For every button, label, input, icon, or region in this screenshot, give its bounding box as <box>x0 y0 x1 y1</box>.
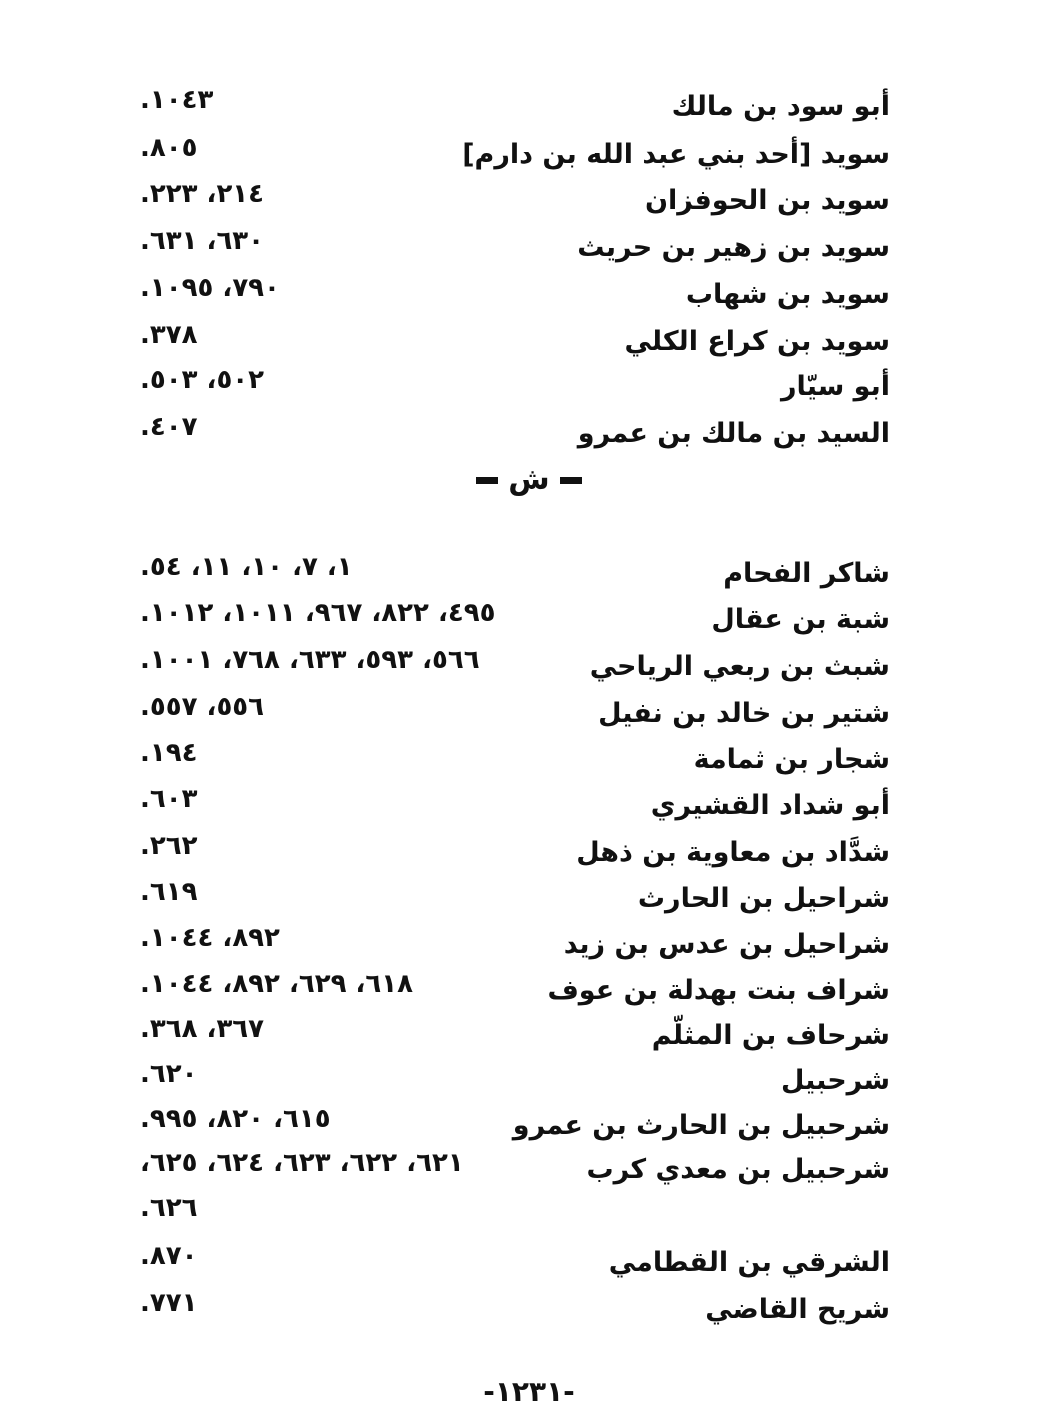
entry-pages: ١، ٧، ١٠، ١١، ٥٤. <box>140 552 353 582</box>
entry-name: شراحيل بن الحارث <box>637 883 890 914</box>
entry-pages: ٥٦٦، ٥٩٣، ٦٣٣، ٧٦٨، ١٠٠١. <box>140 645 480 675</box>
index-entry <box>140 644 890 690</box>
entry-pages: ٦١٥، ٨٢٠، ٩٩٥. <box>140 1104 331 1134</box>
index-entry <box>140 1240 890 1286</box>
index-entry <box>140 1103 890 1149</box>
entry-name: شجار بن ثمامة <box>693 744 890 775</box>
entry-pages: ٥٥٦، ٥٥٧. <box>140 692 265 722</box>
entry-pages: ٢٦٢. <box>140 831 198 861</box>
entry-pages: ٥٠٢، ٥٠٣. <box>140 365 265 395</box>
entry-name: أبو سيّار <box>781 371 890 402</box>
entry-name: شتير بن خالد بن نفيل <box>598 698 890 729</box>
entry-name: الشرقي بن القطامي <box>608 1247 890 1278</box>
entry-pages: ٨٠٥. <box>140 133 198 163</box>
entry-name: شدَّاد بن معاوية بن ذهل <box>576 837 890 868</box>
entry-name: شبة بن عقال <box>711 604 890 635</box>
index-entry <box>140 1013 890 1059</box>
entry-pages: ٦٣٠، ٦٣١. <box>140 226 265 256</box>
index-entry <box>140 1287 890 1333</box>
index-entry-continuation <box>140 1192 890 1238</box>
entry-pages: ٦١٨، ٦٢٩، ٨٩٢، ١٠٤٤. <box>140 969 414 999</box>
entry-pages: ٦١٩. <box>140 877 198 907</box>
entry-name: سويد بن زهير بن حريث <box>577 232 890 263</box>
entry-pages: ٧٩٠، ١٠٩٥. <box>140 273 280 303</box>
entry-name: شراف بنت بهدلة بن عوف <box>547 975 890 1006</box>
entry-pages: ١٠٤٣. <box>140 85 214 115</box>
index-entry <box>140 597 890 643</box>
entry-pages: ٣٦٧، ٣٦٨. <box>140 1014 265 1044</box>
entry-pages: ٦٢٦. <box>140 1193 198 1223</box>
entry-name: شرحاف بن المثلّم <box>651 1020 890 1051</box>
entry-pages: ٦٠٣. <box>140 784 198 814</box>
index-entry <box>140 876 890 922</box>
index-entry <box>140 737 890 783</box>
page-number: -١٢٣١- <box>483 1375 575 1408</box>
entry-name: شرحبيل بن الحارث بن عمرو <box>512 1110 890 1141</box>
index-entry <box>140 1147 890 1193</box>
entry-pages: ٧٧١. <box>140 1288 198 1318</box>
index-entry <box>140 830 890 876</box>
entry-name: أبو شداد القشيري <box>650 790 890 821</box>
entry-name: شريح القاضي <box>705 1294 890 1325</box>
entry-pages: ٨٩٢، ١٠٤٤. <box>140 923 280 953</box>
index-entry <box>140 783 890 829</box>
entry-pages: ٢١٤، ٢٢٣. <box>140 179 265 209</box>
section-letter: ش <box>508 462 550 497</box>
entry-name: أبو سود بن مالك <box>671 91 890 122</box>
entry-pages: ٣٧٨. <box>140 320 198 350</box>
entry-name: سويد بن شهاب <box>685 279 890 310</box>
entry-pages: ٤٠٧. <box>140 412 198 442</box>
entry-name: سويد [أحد بني عبد الله بن دارم] <box>462 139 890 170</box>
entry-pages: ٨٧٠. <box>140 1241 198 1271</box>
entry-name: السيد بن مالك بن عمرو <box>577 418 890 449</box>
entry-name: شبث بن ربعي الرياحي <box>589 651 890 682</box>
entry-pages: ١٩٤. <box>140 738 198 768</box>
index-entry <box>140 551 890 597</box>
entry-name: سويد بن الحوفزان <box>644 185 890 216</box>
entry-name: شرحبيل <box>781 1065 890 1096</box>
entry-name: شرحبيل بن معدي كرب <box>586 1154 890 1185</box>
index-entry <box>140 922 890 968</box>
entry-pages: ٦٢١، ٦٢٢، ٦٢٣، ٦٢٤، ٦٢٥، <box>140 1148 464 1178</box>
entry-name: سويد بن كراع الكلي <box>624 326 890 357</box>
index-entry <box>140 691 890 737</box>
index-entry <box>140 968 890 1014</box>
index-entry <box>140 1058 890 1104</box>
entry-pages: ٤٩٥، ٨٢٢، ٩٦٧، ١٠١١، ١٠١٢. <box>140 598 496 628</box>
entry-name: شاكر الفحام <box>723 558 890 589</box>
entry-name: شراحيل بن عدس بن زيد <box>563 929 890 960</box>
entry-pages: ٦٢٠. <box>140 1059 198 1089</box>
